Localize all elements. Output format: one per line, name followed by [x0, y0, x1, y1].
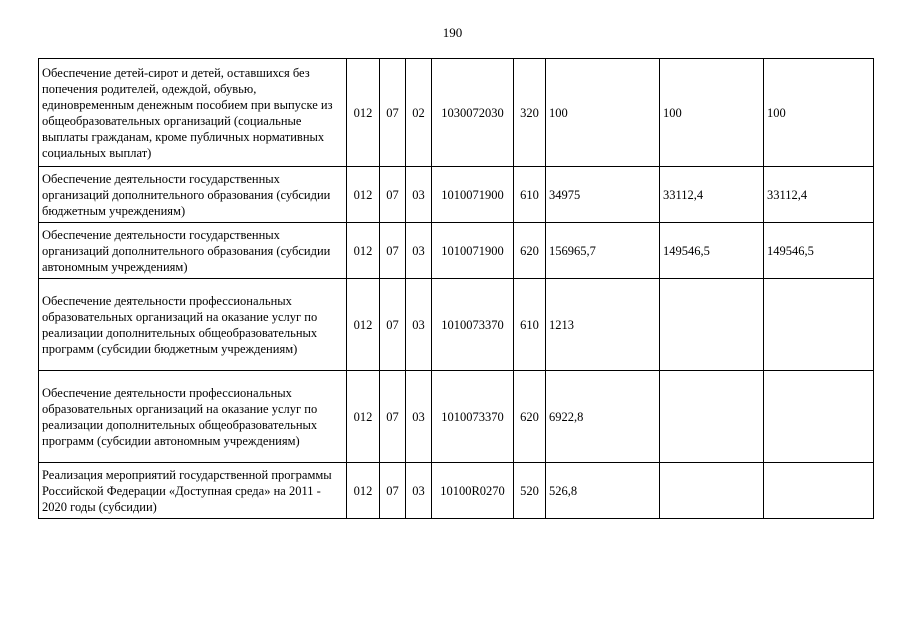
- cell-description: Обеспечение деятельности профессиональных образовательных организаций на оказание услуг по реализации дополнительных общеобразовательных программ (субсидии автономным учреждениям): [39, 371, 347, 463]
- cell-amount-3: [764, 279, 874, 371]
- cell-expense-type: 520: [514, 463, 546, 519]
- cell-expense-type: 610: [514, 279, 546, 371]
- cell-description: Обеспечение деятельности профессиональных образовательных организаций на оказание услуг по реализации дополнительных общеобразовательных программ (субсидии бюджетным учреждениям): [39, 279, 347, 371]
- cell-ministry-code: 012: [347, 167, 380, 223]
- cell-amount-3: [764, 371, 874, 463]
- table-row: [39, 463, 874, 519]
- cell-amount-1: 1213: [546, 279, 660, 371]
- cell-target-article: 1010073370: [432, 279, 514, 371]
- table-row: [39, 223, 874, 279]
- table-row: [39, 167, 874, 223]
- cell-section-code: 07: [380, 59, 406, 167]
- cell-amount-1: 34975: [546, 167, 660, 223]
- cell-amount-3: 33112,4: [764, 167, 874, 223]
- cell-subsection-code: 03: [406, 223, 432, 279]
- cell-description: Реализация мероприятий государственной программы Российской Федерации «Доступная среда» на 2011 - 2020 годы (субсидии): [39, 463, 347, 519]
- cell-subsection-code: 03: [406, 371, 432, 463]
- cell-target-article: 1030072030: [432, 59, 514, 167]
- cell-description: Обеспечение деятельности государственных организаций дополнительного образования (субсидии бюджетным учреждениям): [39, 167, 347, 223]
- cell-amount-1: 526,8: [546, 463, 660, 519]
- cell-ministry-code: 012: [347, 463, 380, 519]
- cell-section-code: 07: [380, 279, 406, 371]
- cell-subsection-code: 03: [406, 167, 432, 223]
- cell-amount-3: 100: [764, 59, 874, 167]
- table-row: [39, 371, 874, 463]
- cell-amount-3: [764, 463, 874, 519]
- cell-amount-2: [660, 371, 764, 463]
- cell-section-code: 07: [380, 371, 406, 463]
- cell-expense-type: 610: [514, 167, 546, 223]
- budget-table: [38, 58, 874, 519]
- cell-ministry-code: 012: [347, 371, 380, 463]
- cell-section-code: 07: [380, 167, 406, 223]
- cell-amount-3: 149546,5: [764, 223, 874, 279]
- page-number: 190: [442, 25, 463, 40]
- cell-expense-type: 620: [514, 371, 546, 463]
- cell-ministry-code: 012: [347, 279, 380, 371]
- cell-ministry-code: 012: [347, 223, 380, 279]
- table-row: [39, 279, 874, 371]
- cell-section-code: 07: [380, 223, 406, 279]
- cell-expense-type: 320: [514, 59, 546, 167]
- cell-amount-1: 6922,8: [546, 371, 660, 463]
- cell-description: Обеспечение детей-сирот и детей, оставшихся без попечения родителей, одеждой, обувью, единовременным денежным пособием при выпуске из общеобразовательных организаций (социальные выплаты гражданам, кроме публичных нормативных социальных выплат): [39, 59, 347, 167]
- cell-amount-2: [660, 463, 764, 519]
- cell-amount-1: 156965,7: [546, 223, 660, 279]
- cell-amount-2: 100: [660, 59, 764, 167]
- cell-amount-2: 149546,5: [660, 223, 764, 279]
- cell-amount-1: 100: [546, 59, 660, 167]
- cell-expense-type: 620: [514, 223, 546, 279]
- cell-target-article: 1010071900: [432, 223, 514, 279]
- table-body: [39, 59, 874, 519]
- cell-target-article: 10100R0270: [432, 463, 514, 519]
- cell-description: Обеспечение деятельности государственных организаций дополнительного образования (субсидии автономным учреждениям): [39, 223, 347, 279]
- table-row: [39, 59, 874, 167]
- cell-subsection-code: 03: [406, 279, 432, 371]
- cell-amount-2: [660, 279, 764, 371]
- cell-subsection-code: 02: [406, 59, 432, 167]
- cell-target-article: 1010073370: [432, 371, 514, 463]
- cell-section-code: 07: [380, 463, 406, 519]
- cell-subsection-code: 03: [406, 463, 432, 519]
- cell-target-article: 1010071900: [432, 167, 514, 223]
- cell-ministry-code: 012: [347, 59, 380, 167]
- cell-amount-2: 33112,4: [660, 167, 764, 223]
